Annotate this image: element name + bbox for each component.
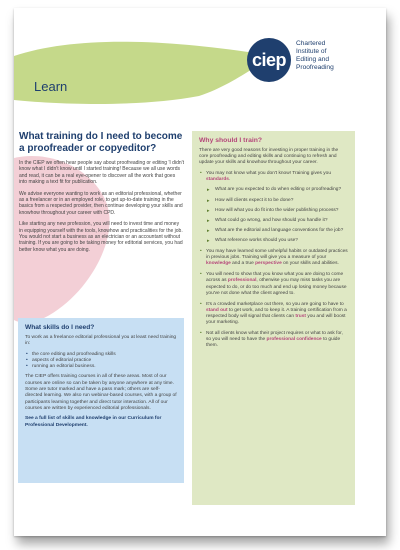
highlight-text: trust bbox=[295, 313, 306, 319]
reason-text: to get work, and to keep it. A training certification from a respected body will signal that clients can bbox=[206, 307, 347, 319]
section-title: Learn bbox=[34, 79, 68, 94]
reason-standards bbox=[199, 171, 348, 244]
highlight-text: perspective bbox=[255, 261, 282, 267]
standards-sublist bbox=[206, 187, 348, 244]
sub-list-item: ▸ What reference works should you use? bbox=[206, 238, 348, 244]
sub-list-item: ▸ What could go wrong, and how should you handle it? bbox=[206, 218, 348, 224]
reason-text: You may have learned some unhelpful habits or outdated practices in previous jobs. Training will give you a measure of your bbox=[206, 249, 348, 261]
ciep-logo bbox=[247, 38, 291, 82]
investment-paragraph: Like starting any new profession, you will need to invest time and money in equipping yourself with the tools, knowhow and practicalities for the job. You would not start a business as an electrician or an accountant without training. If you are going to be taking money for editorial services, you had better know what you are doing. bbox=[19, 221, 183, 253]
skills-box bbox=[18, 318, 184, 483]
highlight-text: standards bbox=[206, 177, 229, 183]
reason-confidence bbox=[199, 331, 348, 349]
why-intro: There are very good reasons for investing in proper training in the core proofreading and editing skills and continuing to refresh and update your skills and knowhow throughout your career. bbox=[199, 148, 339, 166]
skills-intro: To work as a freelance editorial professional you at least need training in: bbox=[25, 335, 177, 347]
sub-list-item: ▸ How will what you do fit into the wider publishing process? bbox=[206, 208, 348, 214]
reason-text: you and will boost your marketing. bbox=[206, 313, 346, 325]
list-item: • aspects of editorial practice bbox=[25, 358, 177, 364]
sub-list-item: ▸ What are the editorial and language conventions for the job? bbox=[206, 228, 348, 234]
reason-text: Not all clients know what their project requires or what to ask for, so you will need to have the bbox=[206, 331, 343, 343]
sub-list-item: ▸ How will clients expect it to be done? bbox=[206, 198, 348, 204]
highlight-text: professional bbox=[227, 278, 257, 284]
reason-text: . bbox=[228, 177, 231, 183]
page-title: What training do I need to become a proofreader or copyeditor? bbox=[19, 131, 183, 154]
advice-paragraph: We advise everyone wanting to work as an editorial professional, whether as a freelancer or in an employed role, to get up-to-date training in the basics from a respected provider, then continue developing your skills and knowhow throughout your career with CPD. bbox=[19, 190, 183, 216]
intro-paragraph: In the CIEP we often hear people say about proofreading or editing 'I didn't know what I didn't know until I started training! Because we all use words and read, it can be a real eye-opener to discover all the work that goes into making a text fit for publication. bbox=[19, 160, 184, 186]
reason-text: to guide them. bbox=[206, 337, 341, 349]
logo-initials: ciep bbox=[251, 49, 287, 70]
highlight-text: professional confidence bbox=[266, 337, 322, 343]
logo-wordmark bbox=[296, 40, 386, 72]
highlight-text: knowledge bbox=[206, 261, 231, 267]
courses-paragraph: The CIEP offers training courses in all of these areas. Most of our courses are online so can be taken by anyone anywhere at any time. Some are tutor marked and have a pass mark; others are self-directed learning. We also run webinar-based courses, with a group of participants learning together and direct tutor interaction. All of our courses are written by experienced editorial professionals. bbox=[25, 374, 177, 411]
logo-line: Proofreading bbox=[296, 64, 334, 71]
reasons-list bbox=[199, 171, 348, 349]
curriculum-link[interactable]: See a full list of skills and knowledge in our Curriculum for Professional Development. bbox=[25, 416, 162, 428]
reason-knowledge bbox=[199, 249, 348, 267]
logo-line: Chartered bbox=[296, 40, 326, 47]
why-train-box bbox=[192, 131, 355, 505]
list-item: • running an editorial business. bbox=[25, 364, 177, 370]
logo-line: Editing and bbox=[296, 56, 329, 63]
why-heading: Why should I train? bbox=[199, 137, 263, 144]
skills-heading: What skills do I need? bbox=[25, 324, 95, 331]
reason-text: You may not know what you don't know! Training gives you bbox=[206, 171, 331, 177]
skills-list bbox=[25, 352, 177, 371]
reason-text: on your skills and abilities. bbox=[281, 261, 339, 267]
list-item: • the core editing and proofreading skills bbox=[25, 352, 177, 358]
logo-line: Institute of bbox=[296, 48, 327, 55]
main-column bbox=[19, 131, 184, 258]
reason-text: It's a crowded marketplace out there, so you are going to have to bbox=[206, 301, 344, 307]
reason-marketplace bbox=[199, 302, 348, 326]
sub-list-item: ▸ What are you expected to do when editing or proofreading? bbox=[206, 187, 348, 193]
reason-text: You will need to show that you know what you are doing to come across as bbox=[206, 272, 344, 284]
reason-professional bbox=[199, 272, 348, 296]
reason-text: and a true bbox=[230, 261, 256, 267]
reason-text: , otherwise you may miss tasks you are expected to do, or do too much and end up losing money because you've not done what the client agreed to. bbox=[206, 278, 347, 296]
highlight-text: stand out bbox=[206, 307, 228, 313]
